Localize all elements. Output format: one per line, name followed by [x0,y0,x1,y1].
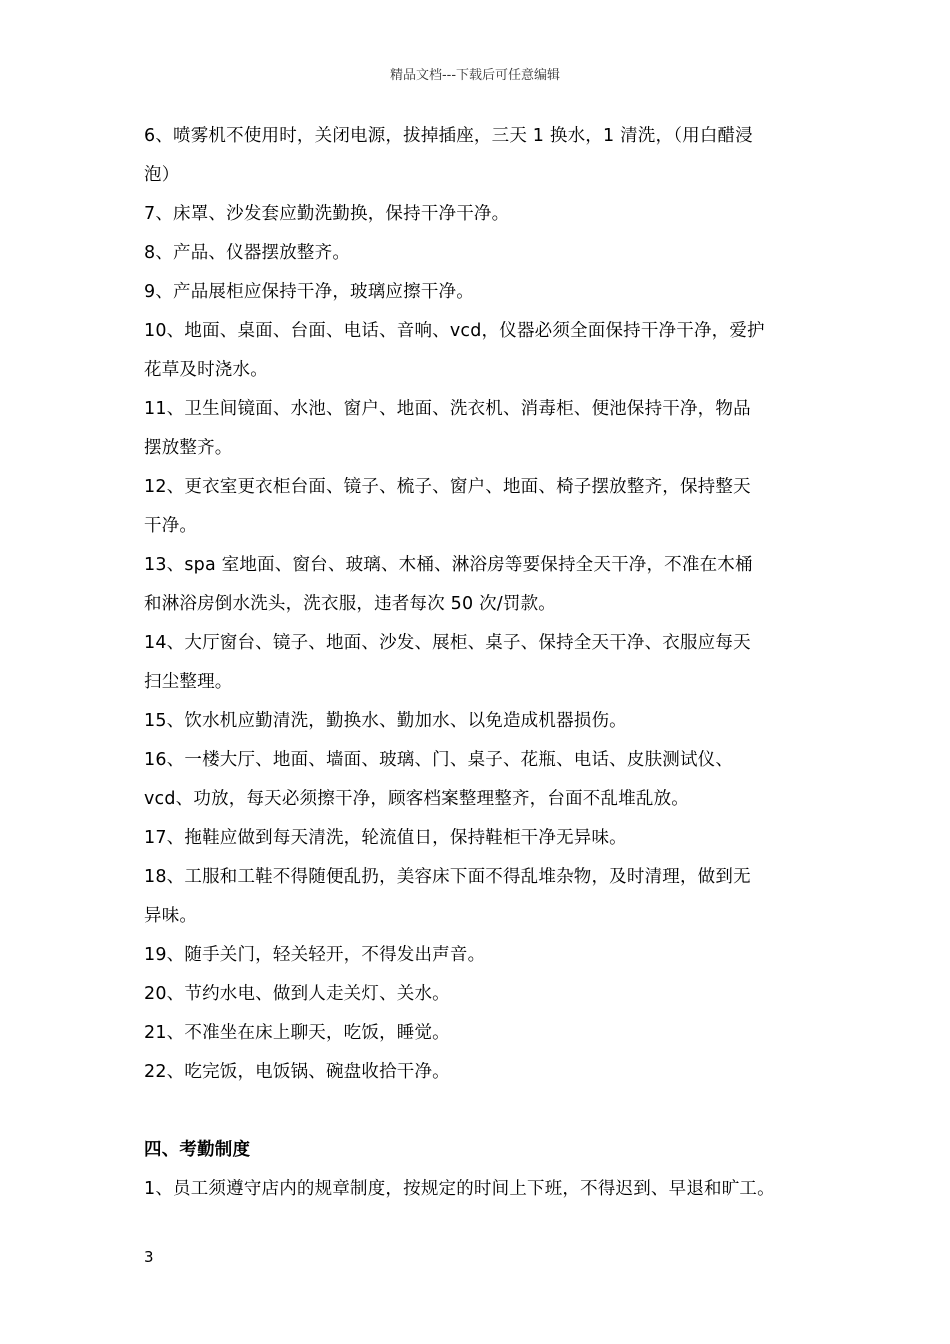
text-line: 11、卫生间镜面、水池、窗户、地面、洗衣机、消毒柜、便池保持干净，物品 [144,399,751,419]
text-line: 泡） [144,165,180,185]
text-line: 19、随手关门，轻关轻开，不得发出声音。 [144,945,486,965]
page-header: 精品文档---下载后可任意编辑 [389,68,561,83]
text-line: 21、不准坐在床上聊天，吃饭，睡觉。 [144,1023,450,1043]
text-line: 9、产品展柜应保持干净，玻璃应擦干净。 [144,282,474,302]
text-line: 14、大厅窗台、镜子、地面、沙发、展柜、桌子、保持全天干净、衣服应每天 [144,633,751,653]
text-line: 8、产品、仪器摆放整齐。 [144,243,351,263]
text-line: 12、更衣室更衣柜台面、镜子、梳子、窗户、地面、椅子摆放整齐，保持整天 [144,477,751,497]
text-line: 16、一楼大厅、地面、墙面、玻璃、门、桌子、花瓶、电话、皮肤测试仪、 [144,750,734,770]
text-line: 扫尘整理。 [144,672,233,692]
text-line: 15、饮水机应勤清洗，勤换水、勤加水、以免造成机器损伤。 [144,711,627,731]
document-body [144,117,844,1209]
text-line: 1、员工须遵守店内的规章制度，按规定的时间上下班，不得迟到、早退和旷工。 [144,1179,775,1199]
text-line: 摆放整齐。 [144,438,233,458]
text-line: 干净。 [144,516,198,536]
text-line: 20、节约水电、做到人走关灯、关水。 [144,984,450,1004]
text-line: vcd、功放，每天必须擦干净，顾客档案整理整齐，台面不乱堆乱放。 [144,789,689,809]
text-line: 7、床罩、沙发套应勤洗勤换，保持干净干净。 [144,204,510,224]
text-line: 异味。 [144,906,198,926]
text-line: 13、spa 室地面、窗台、玻璃、木桶、淋浴房等要保持全天干净，不准在木桶 [144,555,753,575]
text-line: 花草及时浇水。 [144,360,268,380]
section-spacer [144,1092,844,1131]
text-line: 和淋浴房倒水洗头，洗衣服，违者每次 50 次/罚款。 [144,594,556,614]
text-line: 10、地面、桌面、台面、电话、音响、vcd，仪器必须全面保持干净干净，爱护 [144,321,765,341]
text-line: 22、吃完饭，电饭锅、碗盘收拾干净。 [144,1062,450,1082]
text-line: 18、工服和工鞋不得随便乱扔，美容床下面不得乱堆杂物，及时清理，做到无 [144,867,751,887]
section-heading: 四、考勤制度 [144,1140,251,1160]
page-number: 3 [144,1248,154,1266]
text-line: 6、喷雾机不使用时，关闭电源，拔掉插座，三天 1 换水，1 清洗，（用白醋浸 [144,126,753,146]
text-line: 17、拖鞋应做到每天清洗，轮流值日，保持鞋柜干净无异味。 [144,828,627,848]
